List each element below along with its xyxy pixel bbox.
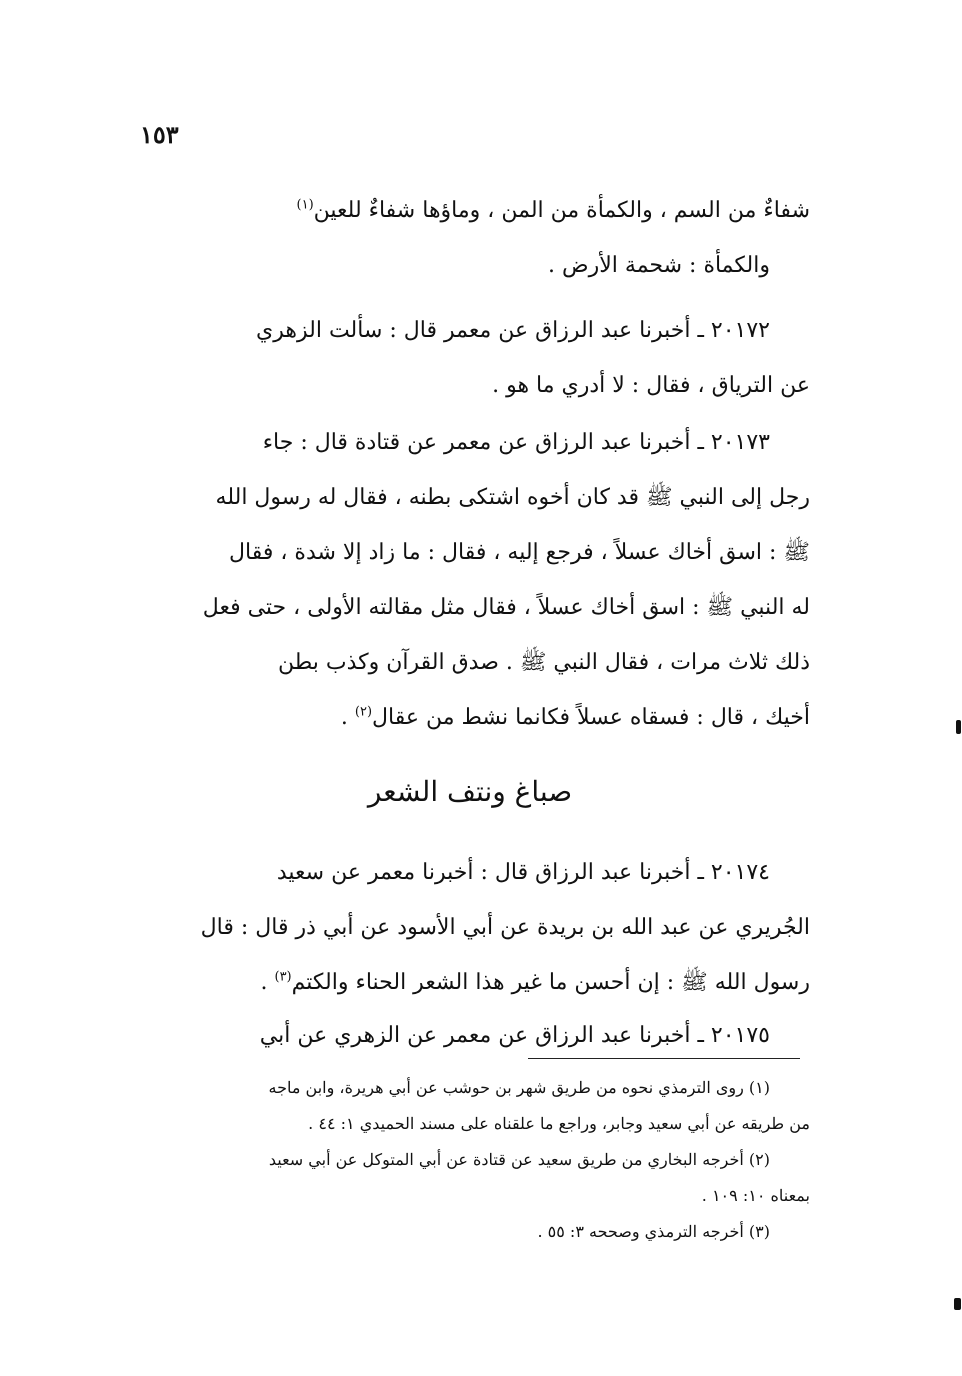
footnote-1 — [130, 1070, 810, 1142]
hadith-paragraph-20175 — [130, 1008, 810, 1063]
text-line: ٢٠١٧٥ ـ أخبرنا عبد الرزاق عن معمر عن الزهري عن أبي — [259, 1023, 770, 1048]
text-line: رجل إلى النبي ﷺ قد كان أخوه اشتكى بطنه ، فقال له رسول الله — [215, 485, 810, 510]
hadith-paragraph-20173 — [130, 415, 810, 745]
text-line: عن الترياق ، فقال : لا أدري ما هو . — [492, 373, 810, 398]
text-line: ٢٠١٧٤ ـ أخبرنا عبد الرزاق قال : أخبرنا معمر عن سعيد — [276, 860, 770, 885]
footnote-ref[interactable]: (٢) — [354, 704, 373, 720]
text-line: شفاءٌ من السم ، والكمأة من المن ، وماؤها شفاءٌ للعين$^{(١)}$ — [296, 197, 810, 223]
footnote-line: بمعناه ١٠: ١٠٩ . — [701, 1186, 810, 1205]
text-line: والكمأة : شحمة الأرض . — [548, 253, 770, 278]
scan-edge-mark — [954, 1298, 961, 1310]
text-line: رسول الله ﷺ : إن أحسن ما غير هذا الشعر الحناء والكتم$^{(٣)}$ . — [260, 969, 810, 995]
footnotes — [130, 1070, 810, 1250]
text-line: ذلك ثلاث مرات ، فقال النبي ﷺ . صدق القرآن وكذب بطن — [277, 650, 810, 675]
section-heading: صباغ ونتف الشعر — [367, 775, 573, 808]
scan-edge-mark — [956, 720, 961, 734]
hadith-paragraph-20172 — [130, 303, 810, 413]
footnote-line: من طريقه عن أبي سعيد وجابر، وراجع ما علقناه على مسند الحميدي ١: ٤٤ . — [308, 1114, 810, 1133]
footnote-divider — [528, 1058, 800, 1059]
footnote-line: (١) روى الترمذي نحوه من طريق شهر بن حوشب عن أبي هريرة، وابن ماجه — [268, 1078, 770, 1097]
footnote-3 — [130, 1214, 810, 1250]
text-line: له النبي ﷺ : اسق أخاك عسلاً ، فقال مثل مقالته الأولى ، حتى فعل — [202, 595, 810, 620]
page-number: ١٥٣ — [140, 120, 179, 149]
footnote-line: (٢) أخرجه البخاري من طريق سعيد عن قتادة عن أبي المتوكل عن أبي سعيد — [268, 1150, 770, 1169]
footnote-ref[interactable]: (١) — [296, 197, 314, 213]
text-line: ﷺ : اسق أخاك عسلاً ، فرجع إليه ، فقال : ما زاد إلا شدة ، فقال — [229, 540, 810, 565]
text-line: ٢٠١٧٢ ـ أخبرنا عبد الرزاق عن معمر قال : سألت الزهري — [256, 318, 770, 343]
hadith-paragraph-20174 — [130, 845, 810, 1010]
text-line: الجُريري عن عبد الله بن بريدة عن أبي الأسود عن أبي ذر قال : قال — [200, 915, 810, 940]
footnote-ref[interactable]: (٣) — [274, 969, 292, 985]
text-line: ٢٠١٧٣ ـ أخبرنا عبد الرزاق عن معمر عن قتادة قال : جاء — [262, 430, 770, 455]
text-line: أخيك ، قال : فسقاه عسلاً فكانما نشط من عقال$^{(٢)}$ . — [340, 704, 810, 730]
footnote-line: (٣) أخرجه الترمذي وصححه ٣: ٥٥ . — [537, 1222, 770, 1241]
paragraph-continuation — [130, 183, 810, 293]
footnote-2 — [130, 1142, 810, 1214]
